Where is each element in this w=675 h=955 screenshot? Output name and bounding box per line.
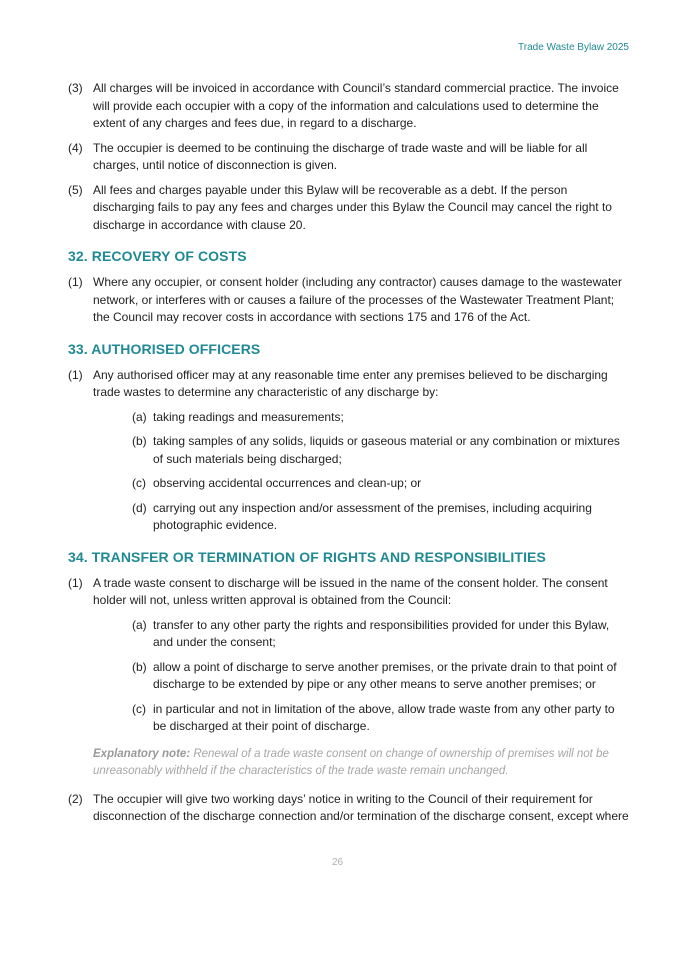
clause-32-1	[68, 274, 630, 327]
subclause-33-b	[132, 433, 630, 468]
subclause-text: taking samples of any solids, liquids or gaseous material or any combination or mixtures of such materials being discharged;	[153, 434, 620, 466]
clause-34-2	[68, 791, 630, 826]
subclause-34-c	[132, 701, 630, 736]
clause-number: (2)	[68, 791, 83, 806]
subclause-text: transfer to any other party the rights and responsibilities provided for under this Bylaw, and under the consent;	[153, 617, 610, 649]
clause-text: The occupier is deemed to be continuing the discharge of trade waste and will be liable for all charges, until notice of disconnection is given.	[93, 140, 588, 172]
section-heading-34: 34. TRANSFER OR TERMINATION OF RIGHTS AND RESPONSIBILITIES	[68, 548, 546, 565]
clause-3	[68, 80, 630, 133]
clause-text: The occupier will give two working days’ notice in writing to the Council of their requirement for disconnection of the discharge connection and/or termination of the discharge consent, except where	[93, 791, 629, 823]
subclause-text: taking readings and measurements;	[153, 409, 344, 424]
subclause-34-a	[132, 617, 630, 652]
explanatory-note	[93, 746, 630, 781]
subclause-letter: (c)	[132, 476, 146, 490]
subclause-text: allow a point of discharge to serve another premises, or the private drain to that point of discharge to be extended by pipe or any other means to serve another premises; or	[153, 659, 617, 691]
clause-text: A trade waste consent to discharge will be issued in the name of the consent holder. The consent holder will not, unless written approval is obtained from the Council:	[93, 575, 608, 607]
page-number: 26	[331, 857, 344, 868]
running-header: Trade Waste Bylaw 2025	[518, 42, 629, 53]
clause-number: (5)	[68, 182, 83, 197]
explanatory-note-label: Explanatory note:	[93, 747, 191, 760]
clause-4	[68, 140, 630, 175]
explanatory-note-text: Renewal of a trade waste consent on change of ownership of premises will not be unreasonably withheld if the characteristics of the trade waste remain unchanged.	[93, 747, 609, 777]
clause-number: (1)	[68, 367, 83, 382]
subclause-33-c	[132, 475, 630, 493]
clause-text: All charges will be invoiced in accordance with Council’s standard commercial practice. The invoice will provide each occupier with a copy of the information and calculations used to determine the extent of any charges and fees due, in regard to a discharge.	[93, 81, 619, 130]
subclause-text: carrying out any inspection and/or assessment of the premises, including acquiring photographic evidence.	[153, 500, 592, 532]
subclause-text: observing accidental occurrences and clean-up; or	[153, 476, 422, 490]
subclause-letter: (a)	[132, 617, 147, 632]
clause-34-1	[68, 575, 630, 610]
subclause-letter: (b)	[132, 434, 147, 448]
clause-text: Where any occupier, or consent holder (including any contractor) causes damage to the wastewater network, or interferes with or causes a failure of the processes of the Wastewater Treatment Plant; the Council may recover costs in accordance with sections 175 and 176 of the Act.	[93, 275, 622, 324]
clause-number: (4)	[68, 140, 83, 155]
clause-number: (1)	[68, 275, 83, 289]
subclause-letter: (d)	[132, 500, 147, 515]
subclause-letter: (c)	[132, 701, 146, 716]
clause-number: (3)	[68, 81, 83, 95]
clause-33-1	[68, 367, 630, 402]
subclause-33-a	[132, 409, 630, 427]
section-heading-33: 33. AUTHORISED OFFICERS	[68, 340, 261, 357]
clause-text: All fees and charges payable under this Bylaw will be recoverable as a debt. If the person discharging fails to pay any fees and charges under this Bylaw the Council may cancel the right to discharge in accordance with clause 20.	[93, 182, 612, 232]
clause-5	[68, 182, 630, 235]
clause-number: (1)	[68, 575, 83, 590]
subclause-34-b	[132, 659, 630, 694]
subclause-letter: (a)	[132, 409, 147, 424]
section-heading-32: 32. RECOVERY OF COSTS	[68, 248, 247, 264]
subclause-letter: (b)	[132, 659, 147, 674]
page-content	[68, 80, 630, 833]
clause-text: Any authorised officer may at any reasonable time enter any premises believed to be discharging trade wastes to determine any characteristic of any discharge by:	[93, 367, 608, 399]
subclause-text: in particular and not in limitation of the above, allow trade waste from any other party to be discharged at their point of discharge.	[153, 701, 615, 733]
subclause-33-d	[132, 500, 630, 535]
